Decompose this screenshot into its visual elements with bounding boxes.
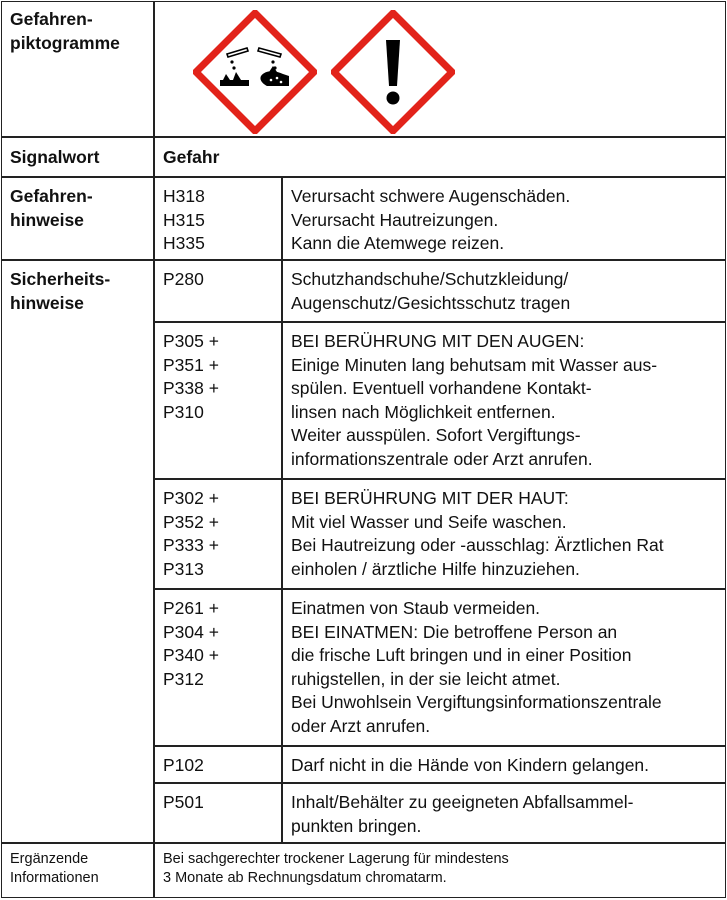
precaution-codes: P305 + P351 + P338 + P310: [163, 331, 219, 422]
divider: [1, 136, 726, 138]
signal-word-value: Gefahr: [163, 147, 220, 167]
hazard-texts: Verursacht schwere Augenschäden. Verursacht Hautreizungen. Kann die Atemwege reizen.: [291, 186, 571, 253]
column-divider: [153, 1, 155, 898]
divider: [153, 745, 726, 747]
precaution-text: Einatmen von Staub vermeiden. BEI EINATMEN: Die betroffene Person an die frische Luft bringen und in einer Position ruhigstellen, in der sie leicht atmet. Bei Unwohlsein Vergiftungsinformationszentrale oder Arzt anrufen.: [291, 598, 662, 736]
hazard-statements-label: Gefahren- hinweise: [10, 186, 93, 230]
divider: [153, 782, 726, 784]
pictograms-label: Gefahren- piktogramme: [10, 9, 120, 53]
divider: [1, 842, 726, 844]
precaution-text: Darf nicht in die Hände von Kindern gelangen.: [291, 755, 650, 775]
ghs07-exclamation-icon: [331, 10, 455, 134]
precaution-codes: P102: [163, 755, 204, 775]
precaution-text: BEI BERÜHRUNG MIT DER HAUT: Mit viel Wasser und Seife waschen. Bei Hautreizung oder -ausschlag: Ärztlichen Rat einholen / ärztliche Hilfe hinzuziehen.: [291, 488, 664, 579]
precaution-codes: P501: [163, 792, 204, 812]
precaution-text: BEI BERÜHRUNG MIT DEN AUGEN: Einige Minuten lang behutsam mit Wasser aus- spülen. Eventuell vorhandene Kontakt- linsen nach Möglichkeit entfernen. Weiter ausspülen. Sofort Vergiftungs- informationszentrale oder Arzt anrufen.: [291, 331, 658, 469]
supplementary-text: Bei sachgerechter trockener Lagerung für mindestens 3 Monate ab Rechnungsdatum chromatarm.: [163, 851, 509, 886]
precaution-codes: P302 + P352 + P333 + P313: [163, 488, 219, 579]
column-divider: [281, 176, 283, 842]
ghs05-corrosion-icon: [193, 10, 317, 134]
divider: [153, 588, 726, 590]
precaution-codes: P280: [163, 269, 204, 289]
supplementary-label: Ergänzende Informationen: [10, 851, 99, 886]
divider: [153, 321, 726, 323]
signal-word-label: Signalwort: [10, 147, 100, 167]
precautionary-statements-label: Sicherheits- hinweise: [10, 269, 111, 313]
divider: [153, 478, 726, 480]
precaution-codes: P261 + P304 + P340 + P312: [163, 598, 219, 689]
precaution-text: Inhalt/Behälter zu geeigneten Abfallsammel- punkten bringen.: [291, 792, 634, 836]
precaution-text: Schutzhandschuhe/Schutzkleidung/ Augenschutz/Gesichtsschutz tragen: [291, 269, 571, 313]
hazard-codes: H318 H315 H335: [163, 186, 205, 253]
divider: [1, 176, 726, 178]
divider: [1, 259, 726, 261]
